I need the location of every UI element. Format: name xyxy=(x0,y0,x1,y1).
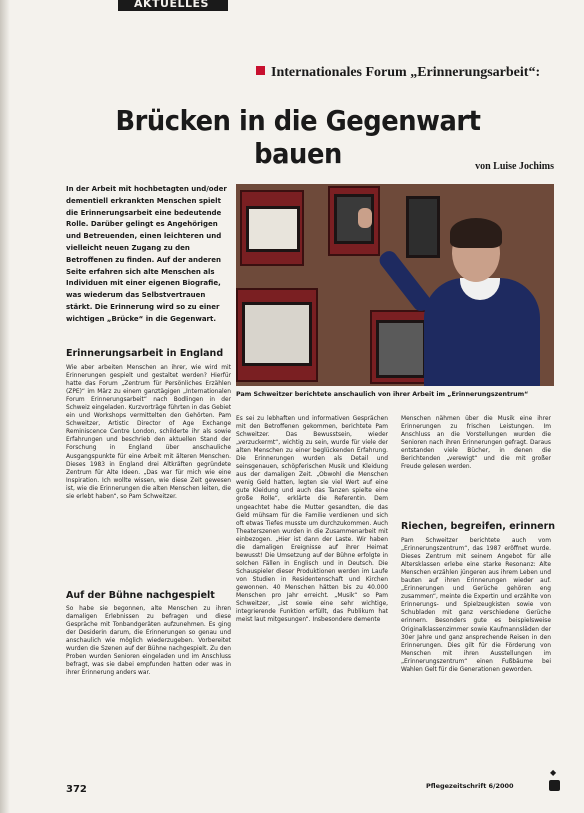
body-column-1a: Wie aber arbeiten Menschen an ihrer, wie wird mit Erinnerungen gespielt und gestaltet werden? Hierfür hatte das Forum „Zentrum für Persönliches Erzählen (ZPE)“ im März zu einem ganztägigen „Internationalen Forum Erinnerungsarbeit“ nach Bodlingen in der Schweiz eingeladen. Kurzvorträge führten in das Gebiet ein und Workshops vermittelten den Gehörten. Pam Schweitzer, Artistic Director of Age Exchange Reminiscence Centre London, schilderte ihr als sowie Erfahrungen und beschrieb den aktuellen Stand der Forschung in England über anschauliche Ausgangspunkte für eine Arbeit mit älteren Menschen. Dieses 1983 in England drei Altkräften gegründete Zentrum für Alte Ideen. „Das war für mich wie eine Inspiration. Ich wollte wissen, wie diese Zeit gewesen ist, wie die Erinnerungen die alten Menschen leiten, die sie erlebt haben“, so Pam Schweitzer. xyxy=(66,365,231,500)
byline: von Luise Jochims xyxy=(475,161,554,172)
speaker-hair xyxy=(450,218,502,248)
article-title: Brücken in die Gegenwart bauen xyxy=(115,104,481,170)
section-label: AKTUELLES xyxy=(134,0,209,10)
page-binding-shadow xyxy=(0,0,10,813)
speaker-figure xyxy=(422,212,540,386)
speaker-arm xyxy=(376,248,433,314)
subheading-england: Erinnerungsarbeit in England xyxy=(66,348,224,359)
raised-hand xyxy=(358,208,372,228)
photo-frame xyxy=(246,206,300,252)
journal-name: Pflegezeitschrift 6/2000 xyxy=(426,782,514,790)
body-column-2: Es sei zu lebhaften und informativen Gesprächen mit den Betroffenen gekommen, berichtete Pam Schweitzer. Das Bewusstsein, wieder „verzuckermt“, wichtig zu sein, wurde für viele der alten Menschen zu einer beglückenden Erfahrung. Die Erinnerungen wurden als Detail und seinsgenauen, schöpferischen Musik und Kleidung aus der damaligen Zeit. „Obwohl die Menschen wenig Geld hatten, legten sie viel Wert auf eine gute Kleidung und auch das Tanzen spielte eine große Rolle“, erklärte die Referentin. Dem ungeachtet habe die Mutter gesandten, die das Geld mühsam für die Familie verdienen und sich oft etwas Tiefes musste um durchzukommen. Auch Theaterszenen wurden in die Zusammenarbeit mit einbezogen. „Hier ist dann der Laste. Wir haben die damaligen Ereignisse auf ihrer Heimat bewusst! Die Umsetzung auf der Bühne erfolgte in solchen Fällen in Englisch und in Deutsch. Die Schauspieler dieser Produktionen werden im Laufe von Studien in Residentenschaft und Kirchen gewonnen. 40 Menschen hätten bis zu 40.000 Menschen pro Jahr erreicht. „Musik“ so Pam Schweitzer, „ist sowie eine sehr wichtige, integrierende Funktion erfüllt, das Publikum hat meist laut mitgesungen“. Insbesondere demente xyxy=(236,416,388,624)
body-column-3b: Pam Schweitzer berichtete auch vom „Erinnerungszentrum“, das 1987 eröffnet wurde. Dieses Zentrum mit seinem Angebot für alle Altersklassen erlebe eine starke Resonanz: Alte Menschen erzählen jüngeren aus ihrem Leben und bauten auf ihren Erinnerungen wieder auf. „Erinnerungen und Gerüche gehören eng zusammen“, meinte die Expertin und erzählte von Erinnerungs- und Spielzeugkisten sowie von Schubladen mit ganz verschiedene Gerüche erinnern. Besonders gute es beispielsweise Originalklassenzimmer sowie Kaufmannsläden der 30er Jahre und ganz ansprechende Reisen in den Erinnerungen. Dies gilt für die Förderung von Menschen mit ihren Ausstellungen im „Erinnerungszentrum“ einen Fußbäume bei Wahlen Gelt für die Generationen geworden. xyxy=(401,538,551,673)
red-square-icon xyxy=(256,66,265,75)
journal-logo-icon xyxy=(549,780,560,791)
intro-paragraph: In der Arbeit mit hochbetagten und/oder dementiell erkrankten Menschen spielt die Erinnerungsarbeit eine bedeutende Rolle. Darüber gelingt es Angehörigen und Betreuenden, einen leichteren und vielleicht neuen Zugang zu den Betroffenen zu finden. Auf der anderen Seite erfahren sich alte Menschen als Individuen mit einer eigenen Biografie, was wiederum das Selbstvertrauen stärkt. Die Erinnerung wird so zu einer wichtigen „Brücke“ in die Gegenwart. xyxy=(66,185,227,323)
body-column-1b: So habe sie begonnen, alte Menschen zu ihren damaligen Erlebnissen zu befragen und diese Gespräche mit Tonbandgeräten aufzunehmen. Es ging der Desiderin darum, die Erinnerungen so genau und anschaulich wie möglich wiederzugeben. Vorbereitet wurden die Szenen auf der Bühne nachgespielt. Zu den Proben wurden Senioren eingeladen und im Anschluss befragt, was sie dabei empfunden hatten oder was in ihrer Erinnerung anders war. xyxy=(66,606,231,677)
article-photo xyxy=(236,184,554,386)
page-number: 372 xyxy=(66,784,87,795)
photo-frame xyxy=(242,302,312,366)
end-of-article-icon: ◆ xyxy=(550,768,557,777)
section-rubric xyxy=(118,0,228,11)
body-column-3a: Menschen nähmen über die Musik eine ihrer Erinnerungen zu frischen Leistungen. Im Anschluss an die Vorstellungen wurden die Senioren nach ihren Erinnerungen gefragt. Daraus entstanden viele Bücher, in denen die Berichtenden „verewigt“ und die mit großer Freude gelesen werden. xyxy=(401,416,551,471)
photo-frame xyxy=(376,320,426,378)
subheading-riechen: Riechen, begreifen, erinnern xyxy=(401,521,556,532)
subheading-buehne: Auf der Bühne nachgespielt xyxy=(66,590,215,601)
photo-caption: Pam Schweitzer berichtete anschaulich von ihrer Arbeit im „Erinnerungszentrum“ xyxy=(236,391,529,398)
kicker xyxy=(256,65,540,81)
kicker-text: Internationales Forum „Erinnerungsarbeit“: xyxy=(271,65,541,80)
